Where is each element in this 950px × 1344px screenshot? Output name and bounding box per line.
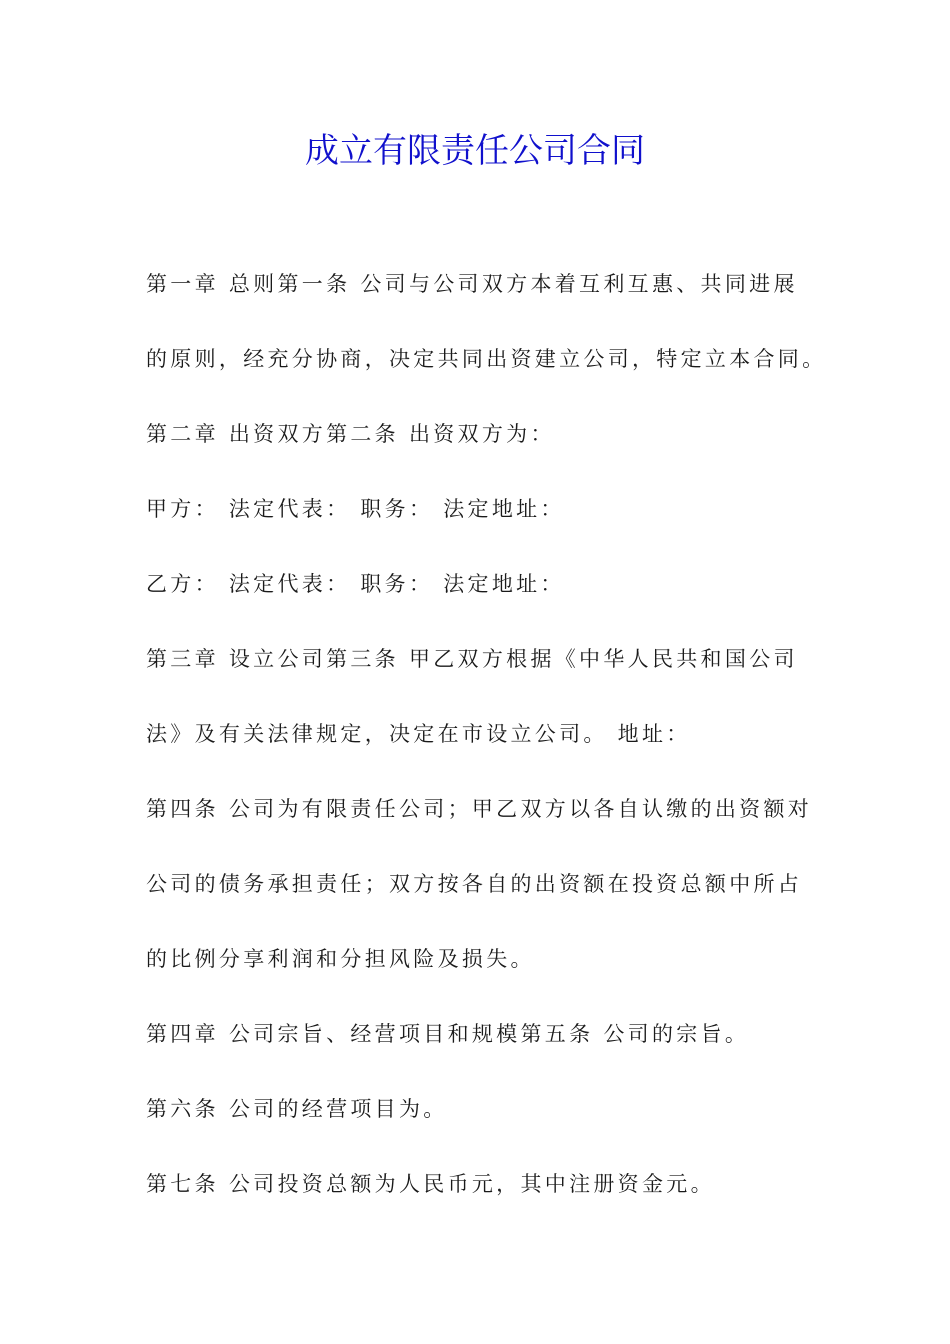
paragraph-line: 乙方： 法定代表： 职务： 法定地址： bbox=[146, 572, 565, 596]
paragraph-line: 公司的债务承担责任；双方按各自的出资额在投资总额中所占 bbox=[146, 872, 803, 896]
paragraph-line: 第四条 公司为有限责任公司；甲乙双方以各自认缴的出资额对 bbox=[146, 797, 813, 821]
paragraph-line: 第七条 公司投资总额为人民币元，其中注册资金元。 bbox=[146, 1172, 715, 1196]
paragraph-line: 第三章 设立公司第三条 甲乙双方根据《中华人民共和国公司 bbox=[146, 647, 798, 671]
paragraph-line: 第六条 公司的经营项目为。 bbox=[146, 1097, 448, 1121]
document-body bbox=[146, 262, 827, 1237]
paragraph-line: 第四章 公司宗旨、经营项目和规模第五条 公司的宗旨。 bbox=[146, 1022, 750, 1046]
paragraph-line: 的原则，经充分协商，决定共同出资建立公司，特定立本合同。 bbox=[146, 347, 827, 371]
paragraph-line: 第一章 总则第一条 公司与公司双方本着互利互惠、共同进展 bbox=[146, 272, 798, 296]
document-title: 成立有限责任公司合同 bbox=[305, 131, 645, 171]
paragraph-line: 甲方： 法定代表： 职务： 法定地址： bbox=[146, 497, 565, 521]
paragraph-line: 第二章 出资双方第二条 出资双方为： bbox=[146, 422, 555, 446]
paragraph-line: 的比例分享利润和分担风险及损失。 bbox=[146, 947, 535, 971]
paragraph-line: 法》及有关法律规定，决定在市设立公司。 地址： bbox=[146, 722, 691, 746]
